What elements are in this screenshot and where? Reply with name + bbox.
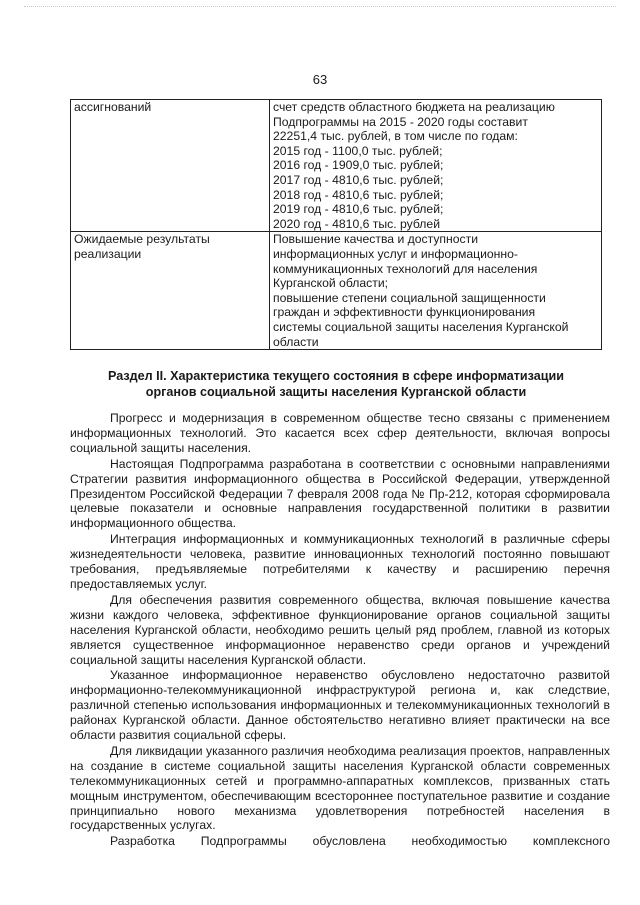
row-value-line: области <box>273 334 319 349</box>
section-title-line: Раздел II. Характеристика текущего состояния в сфере информатизации <box>108 369 564 383</box>
row-value-line: граждан и эффективности функционирования <box>273 305 536 320</box>
row-value-line: информационных услуг и информационно- <box>273 246 518 261</box>
row-value-line: повышение степени социальной защищенности <box>273 290 546 305</box>
paragraph: Разработка Подпрограммы обусловлена необходимостью комплексного <box>110 834 610 849</box>
scan-artifact-line <box>24 6 616 8</box>
row-label-cell <box>71 232 270 350</box>
table-row-expected-results <box>71 232 602 350</box>
row-value-line: Подпрограммы на 2015 - 2020 годы составит <box>273 114 528 129</box>
row-value-line: 2019 год - 4810,6 тыс. рублей; <box>273 202 444 217</box>
row-value-line: 2017 год - 4810,6 тыс. рублей; <box>273 172 444 187</box>
paragraph: Указанное информационное неравенство обусловлено недостаточно развитой информационно-телекоммуникационной инфраструктурой региона и, как следствие, различной степенью использования информационных и телекоммуникационных технологий в районах Курганской области. Данное обстоятельство негативно влияет практически на все области развития социальной сферы. <box>70 668 610 743</box>
row-value-line: счет средств областного бюджета на реализацию <box>273 100 555 114</box>
paragraph: Прогресс и модернизация в современном обществе тесно связаны с применением информационных технологий. Это касается всех сфер деятельности, включая вопросы социальной защиты населения. <box>70 411 610 455</box>
row-value-cell <box>270 100 602 232</box>
row-value-cell <box>270 232 602 350</box>
paragraph: Для обеспечения развития современного общества, включая повышение качества жизни каждого человека, эффективное функционирование органов социальной защиты населения Курганской области, необходимо решить целый ряд проблем, главной из которых является существенное информационное неравенство среди органов и учреждений социальной защиты населения Курганской области. <box>70 592 610 667</box>
row-label-cell <box>71 100 270 232</box>
paragraph: Для ликвидации указанного различия необходима реализация проектов, направленных на создание в системе социальной защиты населения Курганской области современных телекоммуникационных сетей и программно-аппаратных комплексов, призванных стать мощным инструментом, обеспечивающим всестороннее поступательное развитие и создание принципиально нового механизма удовлетворения потребностей населения в государственных услугах. <box>70 743 610 833</box>
row-value-line: Повышение качества и доступности <box>273 232 479 247</box>
table-row-allocations <box>71 100 602 232</box>
row-value-line: системы социальной защиты населения Курганской <box>273 319 569 334</box>
row-value-line: Курганской области; <box>273 276 389 291</box>
row-label-line: реализации <box>74 246 142 261</box>
paragraph: Настоящая Подпрограмма разработана в соответствии с основными направлениями Стратегии развития информационного общества в Российской Федерации, утвержденной Президентом Российской Федерации 7 февраля 2008 года № Пр-212, которая сформировала целевые показатели и основные направления государственной политики в развитии информационного общества. <box>70 456 610 531</box>
page-number: 63 <box>312 72 328 87</box>
section-title <box>70 369 602 400</box>
program-passport-table <box>70 99 602 350</box>
row-value-line: 2018 год - 4810,6 тыс. рублей; <box>273 187 444 202</box>
section-title-line: органов социальной защиты населения Курганской области <box>145 384 527 399</box>
row-value-line: коммуникационных технологий для населения <box>273 261 538 276</box>
row-value-line: 2015 год - 1100,0 тыс. рублей; <box>273 143 443 158</box>
row-value-line: 22251,4 тыс. рублей, в том числе по годам: <box>273 129 518 144</box>
row-value-line: 2016 год - 1909,0 тыс. рублей; <box>273 158 444 173</box>
section-body <box>70 411 610 850</box>
row-label-line: ассигнований <box>74 100 152 114</box>
row-value-line: 2020 год - 4810,6 тыс. рублей <box>273 216 440 231</box>
paragraph: Интеграция информационных и коммуникационных технологий в различные сферы жизнедеятельности человека, развитие инновационных технологий постоянно повышают требования, предъявляемые потребителями к качеству и расширению перечня предоставляемых услуг. <box>70 532 610 591</box>
row-label-line: Ожидаемые результаты <box>74 232 210 247</box>
